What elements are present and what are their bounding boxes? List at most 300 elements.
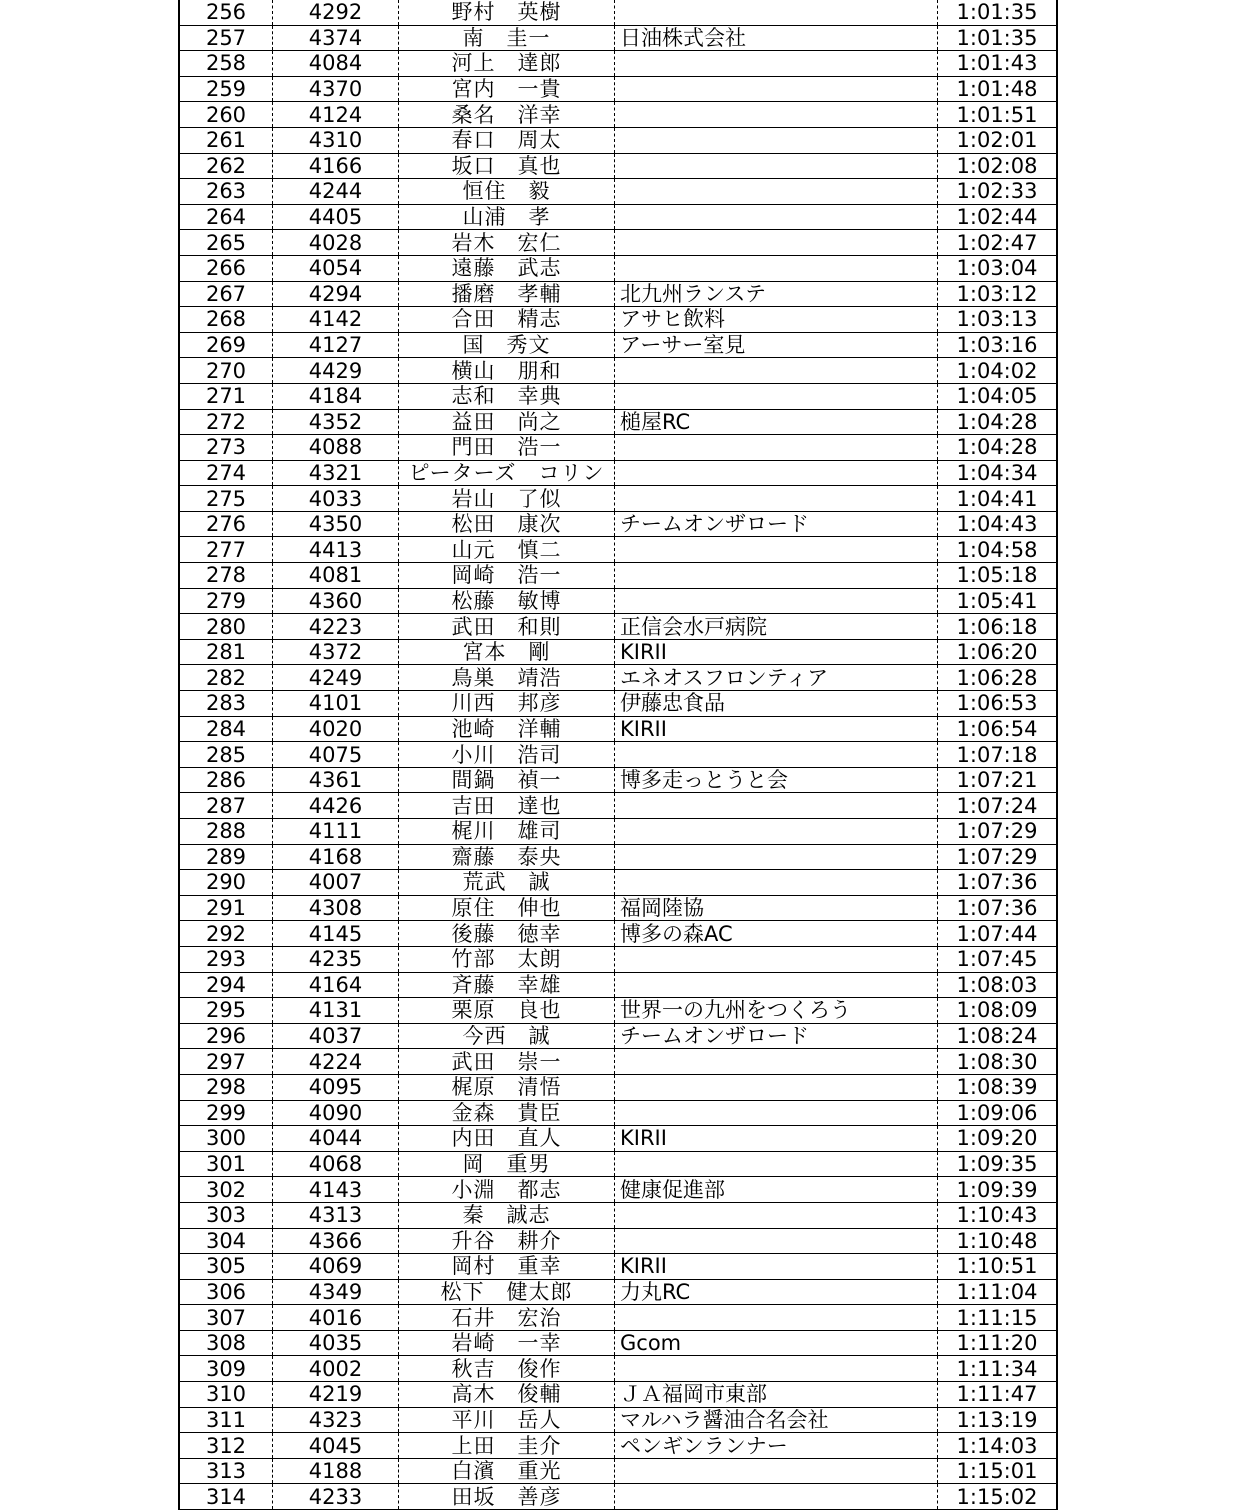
rank-cell: 289 <box>179 844 273 870</box>
time-cell: 1:04:43 <box>938 511 1058 537</box>
table-row <box>179 691 1057 717</box>
rank-cell: 264 <box>179 204 273 230</box>
name-cell: 上田 圭介 <box>399 1433 615 1459</box>
team-cell: 福岡陸協 <box>615 895 938 921</box>
name-cell: 遠藤 武志 <box>399 255 615 281</box>
name-cell: 平川 岳人 <box>399 1407 615 1433</box>
rank-cell: 285 <box>179 742 273 768</box>
rank-cell: 278 <box>179 563 273 589</box>
table-row <box>179 588 1057 614</box>
table-row <box>179 793 1057 819</box>
name-cell: 松下 健太郎 <box>399 1279 615 1305</box>
bib-cell: 4184 <box>273 383 399 409</box>
rank-cell: 291 <box>179 895 273 921</box>
bib-cell: 4124 <box>273 102 399 128</box>
table-row <box>179 614 1057 640</box>
bib-cell: 4366 <box>273 1228 399 1254</box>
rank-cell: 298 <box>179 1074 273 1100</box>
time-cell: 1:06:54 <box>938 716 1058 742</box>
table-row <box>179 1074 1057 1100</box>
table-row <box>179 511 1057 537</box>
table-row <box>179 1382 1057 1408</box>
table-row <box>179 870 1057 896</box>
bib-cell: 4068 <box>273 1151 399 1177</box>
time-cell: 1:01:43 <box>938 51 1058 77</box>
bib-cell: 4360 <box>273 588 399 614</box>
rank-cell: 274 <box>179 460 273 486</box>
name-cell: 松田 康次 <box>399 511 615 537</box>
table-row <box>179 25 1057 51</box>
team-cell: 健康促進部 <box>615 1177 938 1203</box>
bib-cell: 4405 <box>273 204 399 230</box>
table-row <box>179 946 1057 972</box>
time-cell: 1:08:24 <box>938 1023 1058 1049</box>
table-row <box>179 102 1057 128</box>
name-cell: 小淵 都志 <box>399 1177 615 1203</box>
name-cell: 秦 誠志 <box>399 1202 615 1228</box>
rank-cell: 312 <box>179 1433 273 1459</box>
name-cell: 齋藤 泰央 <box>399 844 615 870</box>
team-cell: 日油株式会社 <box>615 25 938 51</box>
bib-cell: 4429 <box>273 358 399 384</box>
name-cell: 武田 崇一 <box>399 1049 615 1075</box>
team-cell <box>615 51 938 77</box>
table-row <box>179 127 1057 153</box>
table-row <box>179 76 1057 102</box>
name-cell: 原住 伸也 <box>399 895 615 921</box>
bib-cell: 4007 <box>273 870 399 896</box>
table-row <box>179 1151 1057 1177</box>
time-cell: 1:11:04 <box>938 1279 1058 1305</box>
team-cell: 世界一の九州をつくろう <box>615 998 938 1024</box>
team-cell: KIRII <box>615 1126 938 1152</box>
time-cell: 1:04:58 <box>938 537 1058 563</box>
team-cell <box>615 1458 938 1484</box>
rank-cell: 313 <box>179 1458 273 1484</box>
time-cell: 1:04:41 <box>938 486 1058 512</box>
time-cell: 1:15:01 <box>938 1458 1058 1484</box>
name-cell: 荒武 誠 <box>399 870 615 896</box>
name-cell: 間鍋 禎一 <box>399 767 615 793</box>
table-row <box>179 230 1057 256</box>
bib-cell: 4321 <box>273 460 399 486</box>
team-cell: KIRII <box>615 716 938 742</box>
bib-cell: 4350 <box>273 511 399 537</box>
bib-cell: 4142 <box>273 307 399 333</box>
table-row <box>179 1305 1057 1331</box>
time-cell: 1:11:47 <box>938 1382 1058 1408</box>
rank-cell: 303 <box>179 1202 273 1228</box>
table-row <box>179 153 1057 179</box>
rank-cell: 271 <box>179 383 273 409</box>
name-cell: 門田 浩一 <box>399 435 615 461</box>
table-row <box>179 921 1057 947</box>
name-cell: 升谷 耕介 <box>399 1228 615 1254</box>
team-cell <box>615 255 938 281</box>
name-cell: 岡崎 浩一 <box>399 563 615 589</box>
time-cell: 1:14:03 <box>938 1433 1058 1459</box>
time-cell: 1:11:20 <box>938 1330 1058 1356</box>
name-cell: 恒住 毅 <box>399 179 615 205</box>
table-row <box>179 998 1057 1024</box>
team-cell <box>615 1202 938 1228</box>
time-cell: 1:08:39 <box>938 1074 1058 1100</box>
table-row <box>179 844 1057 870</box>
name-cell: 桑名 洋幸 <box>399 102 615 128</box>
table-row <box>179 1023 1057 1049</box>
bib-cell: 4323 <box>273 1407 399 1433</box>
bib-cell: 4054 <box>273 255 399 281</box>
bib-cell: 4168 <box>273 844 399 870</box>
rank-cell: 258 <box>179 51 273 77</box>
team-cell: エネオスフロンティア <box>615 665 938 691</box>
table-row <box>179 486 1057 512</box>
time-cell: 1:06:20 <box>938 639 1058 665</box>
name-cell: 武田 和則 <box>399 614 615 640</box>
rank-cell: 284 <box>179 716 273 742</box>
bib-cell: 4233 <box>273 1484 399 1510</box>
name-cell: 金森 貴臣 <box>399 1100 615 1126</box>
bib-cell: 4090 <box>273 1100 399 1126</box>
name-cell: 野村 英樹 <box>399 0 615 25</box>
rank-cell: 287 <box>179 793 273 819</box>
bib-cell: 4111 <box>273 819 399 845</box>
time-cell: 1:04:02 <box>938 358 1058 384</box>
time-cell: 1:03:04 <box>938 255 1058 281</box>
rank-cell: 283 <box>179 691 273 717</box>
bib-cell: 4374 <box>273 25 399 51</box>
team-cell <box>615 1049 938 1075</box>
rank-cell: 260 <box>179 102 273 128</box>
table-row <box>179 767 1057 793</box>
rank-cell: 282 <box>179 665 273 691</box>
table-row <box>179 1202 1057 1228</box>
table-row <box>179 895 1057 921</box>
time-cell: 1:02:33 <box>938 179 1058 205</box>
bib-cell: 4223 <box>273 614 399 640</box>
team-cell <box>615 1305 938 1331</box>
team-cell <box>615 793 938 819</box>
team-cell: 正信会水戸病院 <box>615 614 938 640</box>
team-cell <box>615 819 938 845</box>
team-cell: 力丸RC <box>615 1279 938 1305</box>
table-row <box>179 537 1057 563</box>
team-cell: チームオンザロード <box>615 1023 938 1049</box>
team-cell <box>615 102 938 128</box>
rank-cell: 262 <box>179 153 273 179</box>
bib-cell: 4294 <box>273 281 399 307</box>
time-cell: 1:13:19 <box>938 1407 1058 1433</box>
rank-cell: 300 <box>179 1126 273 1152</box>
name-cell: 岩山 了似 <box>399 486 615 512</box>
rank-cell: 267 <box>179 281 273 307</box>
time-cell: 1:09:06 <box>938 1100 1058 1126</box>
team-cell <box>615 563 938 589</box>
rank-cell: 281 <box>179 639 273 665</box>
team-cell <box>615 383 938 409</box>
team-cell <box>615 460 938 486</box>
rank-cell: 279 <box>179 588 273 614</box>
rank-cell: 266 <box>179 255 273 281</box>
table-row <box>179 460 1057 486</box>
rank-cell: 270 <box>179 358 273 384</box>
rank-cell: 263 <box>179 179 273 205</box>
name-cell: ピーターズ コリン <box>399 460 615 486</box>
rank-cell: 288 <box>179 819 273 845</box>
team-cell <box>615 486 938 512</box>
table-row <box>179 639 1057 665</box>
rank-cell: 292 <box>179 921 273 947</box>
name-cell: 宮本 剛 <box>399 639 615 665</box>
time-cell: 1:11:34 <box>938 1356 1058 1382</box>
table-row <box>179 665 1057 691</box>
time-cell: 1:10:43 <box>938 1202 1058 1228</box>
rank-cell: 311 <box>179 1407 273 1433</box>
time-cell: 1:06:18 <box>938 614 1058 640</box>
rank-cell: 273 <box>179 435 273 461</box>
name-cell: 横山 朋和 <box>399 358 615 384</box>
team-cell <box>615 358 938 384</box>
team-cell <box>615 1228 938 1254</box>
name-cell: 南 圭一 <box>399 25 615 51</box>
rank-cell: 302 <box>179 1177 273 1203</box>
name-cell: 田坂 善彦 <box>399 1484 615 1510</box>
bib-cell: 4143 <box>273 1177 399 1203</box>
time-cell: 1:02:08 <box>938 153 1058 179</box>
time-cell: 1:08:30 <box>938 1049 1058 1075</box>
table-row <box>179 281 1057 307</box>
time-cell: 1:06:28 <box>938 665 1058 691</box>
bib-cell: 4044 <box>273 1126 399 1152</box>
name-cell: 益田 尚之 <box>399 409 615 435</box>
table-row <box>179 1356 1057 1382</box>
team-cell <box>615 1151 938 1177</box>
bib-cell: 4095 <box>273 1074 399 1100</box>
team-cell <box>615 537 938 563</box>
rank-cell: 299 <box>179 1100 273 1126</box>
name-cell: 山浦 孝 <box>399 204 615 230</box>
bib-cell: 4081 <box>273 563 399 589</box>
bib-cell: 4127 <box>273 332 399 358</box>
team-cell: マルハラ醤油合名会社 <box>615 1407 938 1433</box>
rank-cell: 275 <box>179 486 273 512</box>
table-row <box>179 1100 1057 1126</box>
rank-cell: 290 <box>179 870 273 896</box>
results-table <box>178 0 1058 1510</box>
table-row <box>179 0 1057 25</box>
table-row <box>179 716 1057 742</box>
rank-cell: 277 <box>179 537 273 563</box>
time-cell: 1:08:03 <box>938 972 1058 998</box>
name-cell: 岩木 宏仁 <box>399 230 615 256</box>
team-cell <box>615 76 938 102</box>
table-row <box>179 972 1057 998</box>
name-cell: 梶原 清悟 <box>399 1074 615 1100</box>
time-cell: 1:07:29 <box>938 844 1058 870</box>
rank-cell: 307 <box>179 1305 273 1331</box>
rank-cell: 276 <box>179 511 273 537</box>
time-cell: 1:10:48 <box>938 1228 1058 1254</box>
bib-cell: 4045 <box>273 1433 399 1459</box>
time-cell: 1:04:28 <box>938 409 1058 435</box>
bib-cell: 4361 <box>273 767 399 793</box>
rank-cell: 286 <box>179 767 273 793</box>
table-row <box>179 1228 1057 1254</box>
team-cell <box>615 588 938 614</box>
time-cell: 1:07:24 <box>938 793 1058 819</box>
bib-cell: 4313 <box>273 1202 399 1228</box>
bib-cell: 4020 <box>273 716 399 742</box>
team-cell: ペンギンランナー <box>615 1433 938 1459</box>
name-cell: 小川 浩司 <box>399 742 615 768</box>
table-row <box>179 1049 1057 1075</box>
table-row <box>179 435 1057 461</box>
time-cell: 1:09:39 <box>938 1177 1058 1203</box>
team-cell: 伊藤忠食品 <box>615 691 938 717</box>
team-cell <box>615 972 938 998</box>
bib-cell: 4349 <box>273 1279 399 1305</box>
bib-cell: 4224 <box>273 1049 399 1075</box>
name-cell: 竹部 太朗 <box>399 946 615 972</box>
table-row <box>179 358 1057 384</box>
time-cell: 1:07:45 <box>938 946 1058 972</box>
name-cell: 坂口 真也 <box>399 153 615 179</box>
team-cell: KIRII <box>615 1254 938 1280</box>
bib-cell: 4219 <box>273 1382 399 1408</box>
rank-cell: 305 <box>179 1254 273 1280</box>
team-cell <box>615 179 938 205</box>
rank-cell: 265 <box>179 230 273 256</box>
bib-cell: 4292 <box>273 0 399 25</box>
bib-cell: 4028 <box>273 230 399 256</box>
team-cell <box>615 230 938 256</box>
rank-cell: 272 <box>179 409 273 435</box>
name-cell: 河上 達郎 <box>399 51 615 77</box>
table-row <box>179 204 1057 230</box>
rank-cell: 269 <box>179 332 273 358</box>
bib-cell: 4310 <box>273 127 399 153</box>
name-cell: 高木 俊輔 <box>399 1382 615 1408</box>
team-cell <box>615 127 938 153</box>
rank-cell: 257 <box>179 25 273 51</box>
rank-cell: 280 <box>179 614 273 640</box>
time-cell: 1:04:28 <box>938 435 1058 461</box>
time-cell: 1:02:01 <box>938 127 1058 153</box>
time-cell: 1:15:02 <box>938 1484 1058 1510</box>
name-cell: 宮内 一貴 <box>399 76 615 102</box>
time-cell: 1:03:16 <box>938 332 1058 358</box>
time-cell: 1:07:36 <box>938 870 1058 896</box>
name-cell: 川西 邦彦 <box>399 691 615 717</box>
time-cell: 1:01:35 <box>938 25 1058 51</box>
team-cell <box>615 1100 938 1126</box>
team-cell: チームオンザロード <box>615 511 938 537</box>
bib-cell: 4235 <box>273 946 399 972</box>
team-cell <box>615 1074 938 1100</box>
team-cell <box>615 1356 938 1382</box>
rank-cell: 293 <box>179 946 273 972</box>
rank-cell: 294 <box>179 972 273 998</box>
team-cell <box>615 870 938 896</box>
rank-cell: 256 <box>179 0 273 25</box>
bib-cell: 4084 <box>273 51 399 77</box>
team-cell <box>615 153 938 179</box>
bib-cell: 4244 <box>273 179 399 205</box>
time-cell: 1:10:51 <box>938 1254 1058 1280</box>
bib-cell: 4166 <box>273 153 399 179</box>
rank-cell: 268 <box>179 307 273 333</box>
bib-cell: 4145 <box>273 921 399 947</box>
time-cell: 1:03:13 <box>938 307 1058 333</box>
time-cell: 1:11:15 <box>938 1305 1058 1331</box>
time-cell: 1:05:41 <box>938 588 1058 614</box>
team-cell <box>615 844 938 870</box>
team-cell: アーサー室見 <box>615 332 938 358</box>
time-cell: 1:09:35 <box>938 1151 1058 1177</box>
team-cell: Gcom <box>615 1330 938 1356</box>
team-cell: 博多の森AC <box>615 921 938 947</box>
name-cell: 山元 慎二 <box>399 537 615 563</box>
bib-cell: 4069 <box>273 1254 399 1280</box>
table-row <box>179 1458 1057 1484</box>
time-cell: 1:07:18 <box>938 742 1058 768</box>
name-cell: 梶川 雄司 <box>399 819 615 845</box>
team-cell <box>615 0 938 25</box>
time-cell: 1:04:34 <box>938 460 1058 486</box>
name-cell: 岡 重男 <box>399 1151 615 1177</box>
rank-cell: 259 <box>179 76 273 102</box>
table-row <box>179 1126 1057 1152</box>
name-cell: 吉田 達也 <box>399 793 615 819</box>
bib-cell: 4188 <box>273 1458 399 1484</box>
team-cell <box>615 204 938 230</box>
team-cell <box>615 742 938 768</box>
name-cell: 栗原 良也 <box>399 998 615 1024</box>
bib-cell: 4352 <box>273 409 399 435</box>
time-cell: 1:07:21 <box>938 767 1058 793</box>
time-cell: 1:07:29 <box>938 819 1058 845</box>
time-cell: 1:04:05 <box>938 383 1058 409</box>
time-cell: 1:09:20 <box>938 1126 1058 1152</box>
bib-cell: 4002 <box>273 1356 399 1382</box>
bib-cell: 4372 <box>273 639 399 665</box>
time-cell: 1:07:44 <box>938 921 1058 947</box>
rank-cell: 301 <box>179 1151 273 1177</box>
table-row <box>179 409 1057 435</box>
table-row <box>179 819 1057 845</box>
bib-cell: 4164 <box>273 972 399 998</box>
name-cell: 白濱 重光 <box>399 1458 615 1484</box>
bib-cell: 4413 <box>273 537 399 563</box>
rank-cell: 304 <box>179 1228 273 1254</box>
bib-cell: 4037 <box>273 1023 399 1049</box>
table-row <box>179 179 1057 205</box>
team-cell: 博多走っとうと会 <box>615 767 938 793</box>
team-cell: ＪＡ福岡市東部 <box>615 1382 938 1408</box>
rank-cell: 261 <box>179 127 273 153</box>
bib-cell: 4370 <box>273 76 399 102</box>
bib-cell: 4035 <box>273 1330 399 1356</box>
table-row <box>179 332 1057 358</box>
name-cell: 今西 誠 <box>399 1023 615 1049</box>
rank-cell: 306 <box>179 1279 273 1305</box>
table-row <box>179 1407 1057 1433</box>
name-cell: 石井 宏治 <box>399 1305 615 1331</box>
bib-cell: 4075 <box>273 742 399 768</box>
name-cell: 後藤 徳幸 <box>399 921 615 947</box>
team-cell <box>615 946 938 972</box>
table-row <box>179 255 1057 281</box>
